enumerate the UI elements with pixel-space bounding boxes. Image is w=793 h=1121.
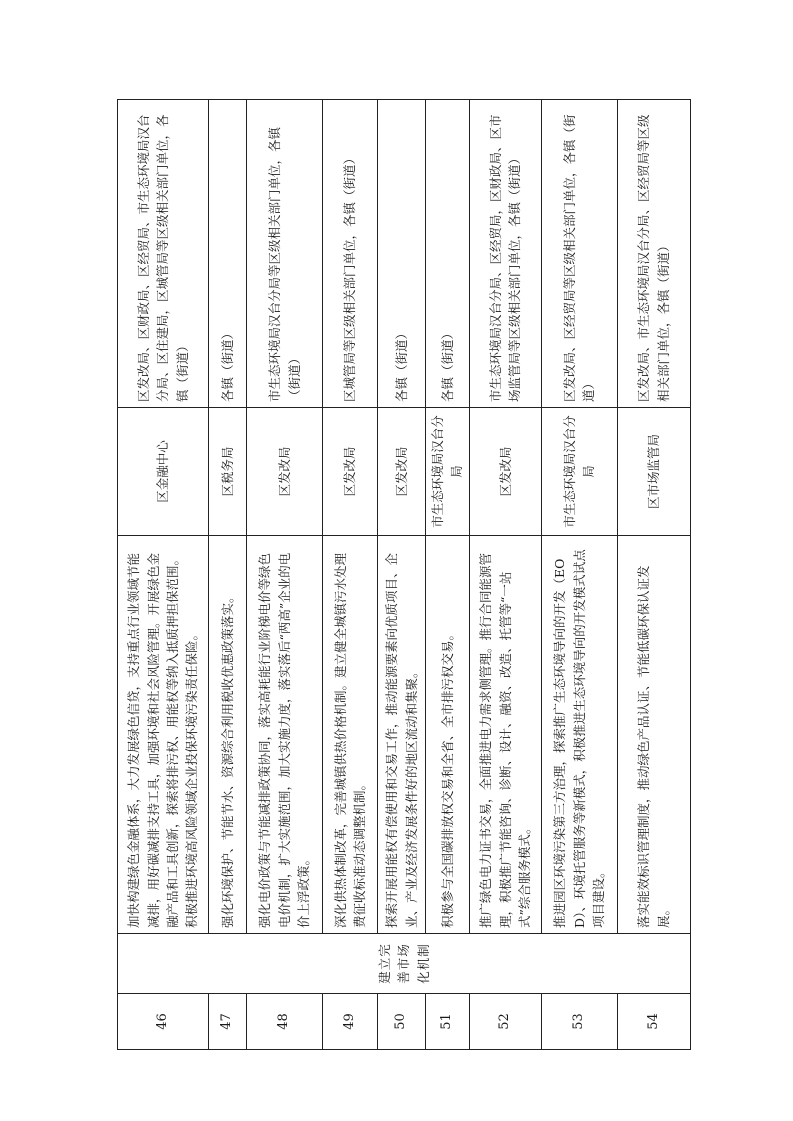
task-description: 推进园区环境污染第三方治理，探索推广生态环境导向的开发（EOD）、环境托管服务等新模式，积极推进生态环境导向的开发模式试点项目建设。 — [541, 536, 617, 934]
table-row — [426, 100, 470, 1050]
row-number: 46 — [118, 994, 209, 1050]
table-row — [541, 100, 617, 1050]
row-number: 47 — [209, 994, 247, 1050]
lead-unit: 市生态环境局汉台分局 — [426, 408, 470, 536]
table-row — [617, 100, 690, 1050]
participating-units: 区城管局等区级相关部门单位，各镇（街道） — [323, 100, 378, 408]
participating-units: 区发改局、市生态环境局汉台分局、区经贸局等区级相关部门单位，各镇（街道） — [617, 100, 690, 408]
lead-unit: 区金融中心 — [118, 408, 209, 536]
task-description: 强化电价政策与节能减排政策协同，落实高耗能行业阶梯电价等绿色电价机制，扩大实施范围，加大实施力度，落实落后“两高”企业的电价上浮政策。 — [247, 536, 323, 934]
row-number: 53 — [541, 994, 617, 1050]
category-cell: 建立完善市场化机制 — [118, 934, 691, 994]
row-number: 52 — [469, 994, 541, 1050]
task-description: 推广绿色电力证书交易，全面推进电力需求侧管理。推行合同能源管理，积极推广节能咨询、诊断、设计、融资、改造、托管等“一站式”综合服务模式。 — [469, 536, 541, 934]
table-row — [378, 100, 426, 1050]
task-description: 强化环境保护、节能节水、资源综合利用税收优惠政策落实。 — [209, 536, 247, 934]
participating-units: 市生态环境局汉台分局等区级相关部门单位，各镇（街道） — [247, 100, 323, 408]
participating-units: 各镇（街道） — [378, 100, 426, 408]
participating-units: 各镇（街道） — [209, 100, 247, 408]
row-number: 49 — [323, 994, 378, 1050]
lead-unit: 区发改局 — [469, 408, 541, 536]
measures-table — [117, 99, 691, 1050]
task-description: 落实能效标识管理制度，推动绿色产品认证、节能低碳环保认证发展。 — [617, 536, 690, 934]
row-number: 51 — [426, 994, 470, 1050]
row-number: 50 — [378, 994, 426, 1050]
rotated-table-wrapper — [117, 100, 684, 1050]
participating-units: 区发改局、区经贸局等区级相关部门单位，各镇（街道） — [541, 100, 617, 408]
table-row — [469, 100, 541, 1050]
task-description: 积极参与全国碳排放权交易和全省、全市排污权交易。 — [426, 536, 470, 934]
task-description: 深化供热体制改革，完善城镇供热价格机制。建立健全城镇污水处理费征收标准动态调整机制。 — [323, 536, 378, 934]
participating-units: 市生态环境局汉台分局、区经贸局，区财政局、区市场监管局等区级相关部门单位，各镇（街道） — [469, 100, 541, 408]
row-number: 48 — [247, 994, 323, 1050]
table-row — [118, 100, 209, 1050]
row-number: 54 — [617, 994, 690, 1050]
participating-units: 各镇（街道） — [426, 100, 470, 408]
table-row — [247, 100, 323, 1050]
task-description: 探索开展用能权有偿使用和交易工作，推动能源要素向优质项目、企业、产业及经济发展条件好的地区流动和集聚。 — [378, 536, 426, 934]
participating-units: 区发改局、区财政局、区经贸局、市生态环境局汉台分局、区住建局，区城管局等区级相关部门单位，各镇（街道） — [118, 100, 209, 408]
table-row — [323, 100, 378, 1050]
lead-unit: 区发改局 — [378, 408, 426, 536]
lead-unit: 市生态环境局汉台分局 — [541, 408, 617, 536]
task-description: 加快构建绿色金融体系，大力发展绿色信贷，支持重点行业领域节能减排，用好碳减排支持工具，加强环境和社会风险管理。开展绿色金融产品和工具创新，探索将排污权、用能权等纳入抵质押担保范围。积极推进环境高风险领域企业投保环境污染责任保险。 — [118, 536, 209, 934]
table-row — [209, 100, 247, 1050]
lead-unit: 区发改局 — [247, 408, 323, 536]
lead-unit: 区税务局 — [209, 408, 247, 536]
lead-unit: 区发改局 — [323, 408, 378, 536]
lead-unit: 区市场监管局 — [617, 408, 690, 536]
